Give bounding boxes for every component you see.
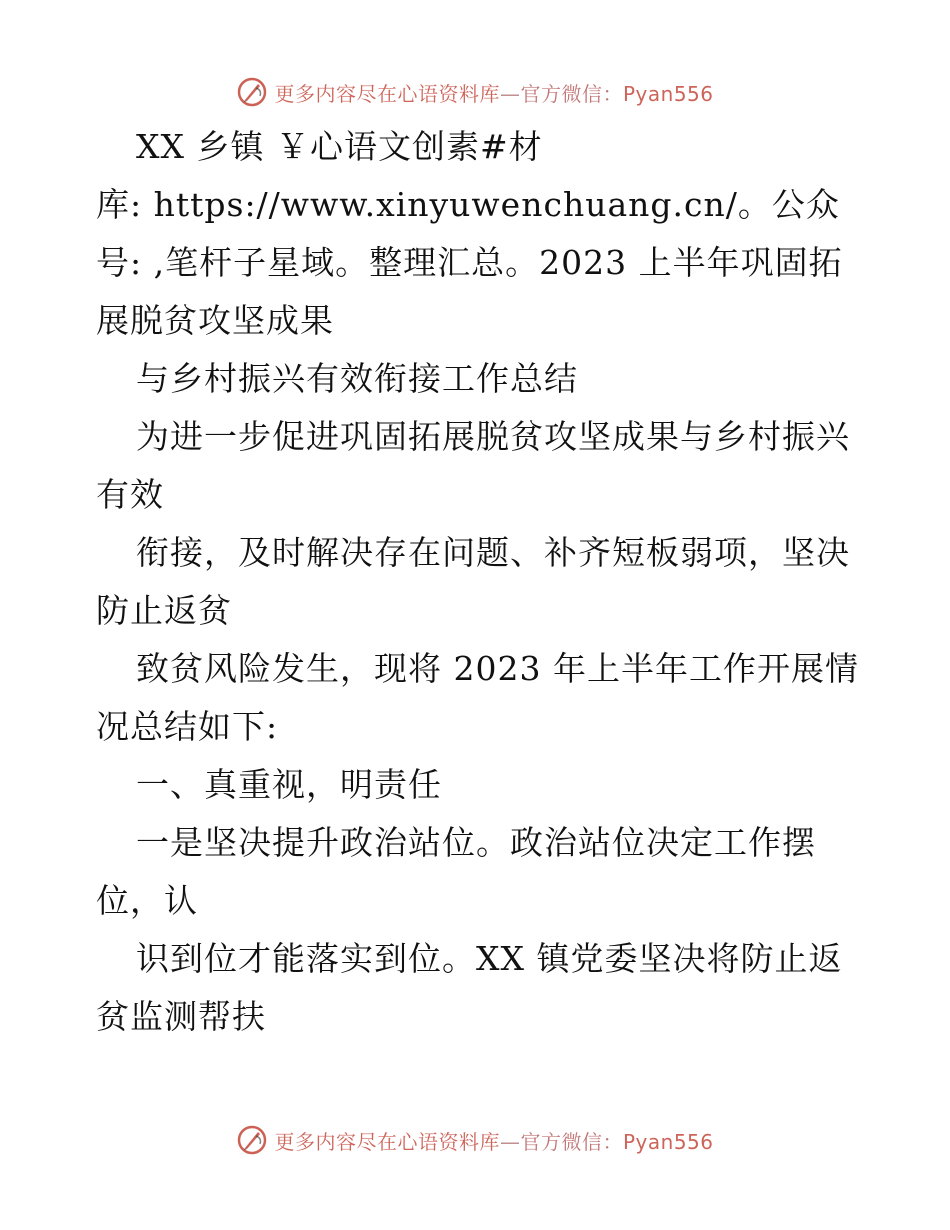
document-line: 况总结如下: xyxy=(96,707,279,746)
watermark-main: 更多内容尽在心语资料库 xyxy=(274,81,500,106)
header-watermark xyxy=(0,72,950,112)
footer-watermark xyxy=(0,1120,950,1160)
quill-logo-icon xyxy=(236,1124,268,1156)
watermark-wechat-id: Pyan556 xyxy=(622,81,714,106)
document-line: 位，认 xyxy=(96,881,198,920)
document-line: 库: https://www.xinyuwenchuang.cn/。公众 xyxy=(96,185,840,224)
watermark-main: 更多内容尽在心语资料库 xyxy=(274,1129,500,1154)
document-line: 展脱贫攻坚成果 xyxy=(96,301,334,340)
document-line: 有效 xyxy=(96,475,164,514)
watermark-text xyxy=(274,78,713,107)
watermark-sub: 官方微信： xyxy=(520,1129,623,1154)
watermark-dash: — xyxy=(499,81,521,106)
document-line: 贫监测帮扶 xyxy=(96,997,266,1036)
document-line: 衔接，及时解决存在问题、补齐短板弱项，坚决 xyxy=(136,533,850,572)
document-body xyxy=(96,118,859,1046)
document-line: XX 乡镇 ￥心语文创素#材 xyxy=(136,127,543,166)
document-line: 致贫风险发生，现将 2023 年上半年工作开展情 xyxy=(136,649,859,688)
quill-logo-icon xyxy=(236,76,268,108)
watermark-sub: 官方微信： xyxy=(520,81,623,106)
document-line: 一是坚决提升政治站位。政治站位决定工作摆 xyxy=(136,823,816,862)
watermark-wechat-id: Pyan556 xyxy=(622,1129,714,1154)
watermark-dash: — xyxy=(499,1129,521,1154)
document-line: 一、真重视，明责任 xyxy=(136,765,442,804)
document-line: 为进一步促进巩固拓展脱贫攻坚成果与乡村振兴 xyxy=(136,417,850,456)
document-line: 与乡村振兴有效衔接工作总结 xyxy=(136,359,578,398)
document-line: 识到位才能落实到位。XX 镇党委坚决将防止返 xyxy=(136,939,843,978)
watermark-text xyxy=(274,1126,713,1155)
document-line: 号: ,笔杆子星域。整理汇总。2023 上半年巩固拓 xyxy=(96,243,843,282)
document-line: 防止返贫 xyxy=(96,591,232,630)
